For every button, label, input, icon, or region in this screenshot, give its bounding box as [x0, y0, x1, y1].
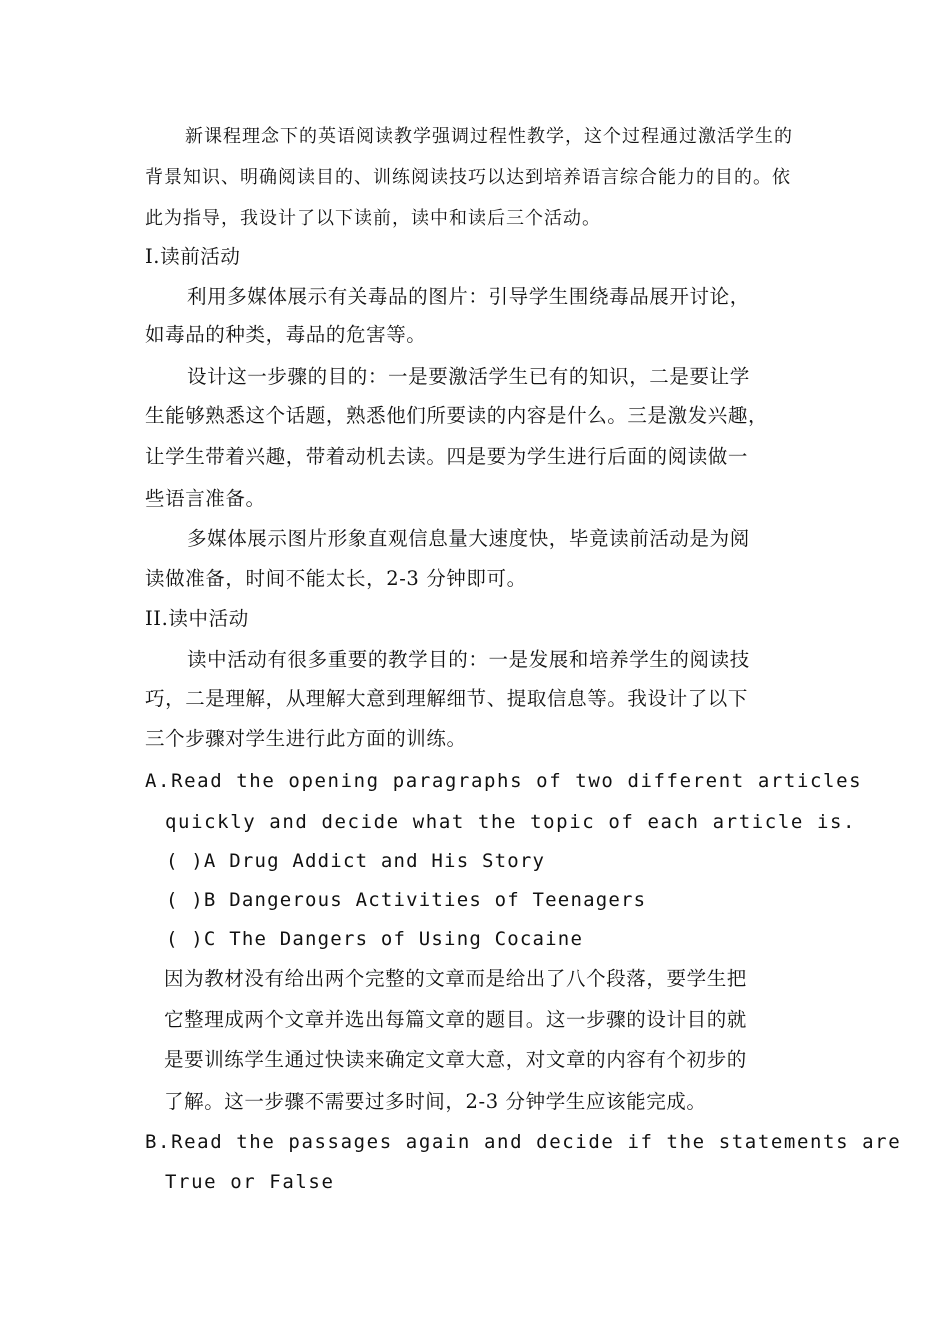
- paragraph-line: 三个步骤对学生进行此方面的训练。: [145, 727, 467, 750]
- paragraph-line: 读中活动有很多重要的教学目的：一是发展和培养学生的阅读技: [187, 648, 750, 671]
- paragraph-line: 是要训练学生通过快读来确定文章大意，对文章的内容有个初步的: [164, 1048, 747, 1071]
- paragraph-line: 利用多媒体展示有关毒品的图片：引导学生围绕毒品展开讨论，: [187, 285, 750, 308]
- task-b-instruction-cont: True or False: [165, 1171, 335, 1193]
- paragraph-line: 多媒体展示图片形象直观信息量大速度快，毕竟读前活动是为阅: [187, 527, 750, 550]
- task-b-instruction: B.Read the passages again and decide if the statements are: [145, 1131, 902, 1153]
- intro-line-1: 新课程理念下的英语阅读教学强调过程性教学，这个过程通过激活学生的: [185, 126, 793, 147]
- task-a-option: ( )A Drug Addict and His Story: [166, 850, 546, 872]
- paragraph-line: 让学生带着兴趣，带着动机去读。四是要为学生进行后面的阅读做一: [145, 445, 749, 468]
- paragraph-line: 它整理成两个文章并选出每篇文章的题目。这一步骤的设计目的就: [164, 1008, 747, 1031]
- paragraph-line: 生能够熟悉这个话题，熟悉他们所要读的内容是什么。三是激发兴趣，: [145, 404, 769, 427]
- paragraph-line: 些语言准备。: [145, 487, 266, 510]
- task-a-instruction-cont: quickly and decide what the topic of each article is.: [165, 811, 857, 833]
- paragraph-line: 因为教材没有给出两个完整的文章而是给出了八个段落，要学生把: [164, 967, 747, 990]
- paragraph-line: 读做准备，时间不能太长，2-3 分钟即可。: [145, 567, 527, 590]
- task-a-instruction: A.Read the opening paragraphs of two different articles: [145, 770, 863, 792]
- task-a-option: ( )C The Dangers of Using Cocaine: [166, 928, 584, 950]
- task-a-option: ( )B Dangerous Activities of Teenagers: [166, 889, 647, 911]
- paragraph-line: 如毒品的种类，毒品的危害等。: [145, 323, 427, 346]
- section-heading-while-reading: II.读中活动: [145, 607, 249, 630]
- paragraph-line: 巧，二是理解，从理解大意到理解细节、提取信息等。我设计了以下: [145, 687, 749, 710]
- intro-line-2: 背景知识、明确阅读目的、训练阅读技巧以达到培养语言综合能力的目的。依: [145, 167, 791, 188]
- section-heading-pre-reading: I.读前活动: [145, 245, 241, 268]
- paragraph-line: 设计这一步骤的目的：一是要激活学生已有的知识，二是要让学: [187, 365, 750, 388]
- paragraph-line: 了解。这一步骤不需要过多时间，2-3 分钟学生应该能完成。: [164, 1090, 707, 1113]
- intro-line-3: 此为指导，我设计了以下读前，读中和读后三个活动。: [145, 208, 601, 229]
